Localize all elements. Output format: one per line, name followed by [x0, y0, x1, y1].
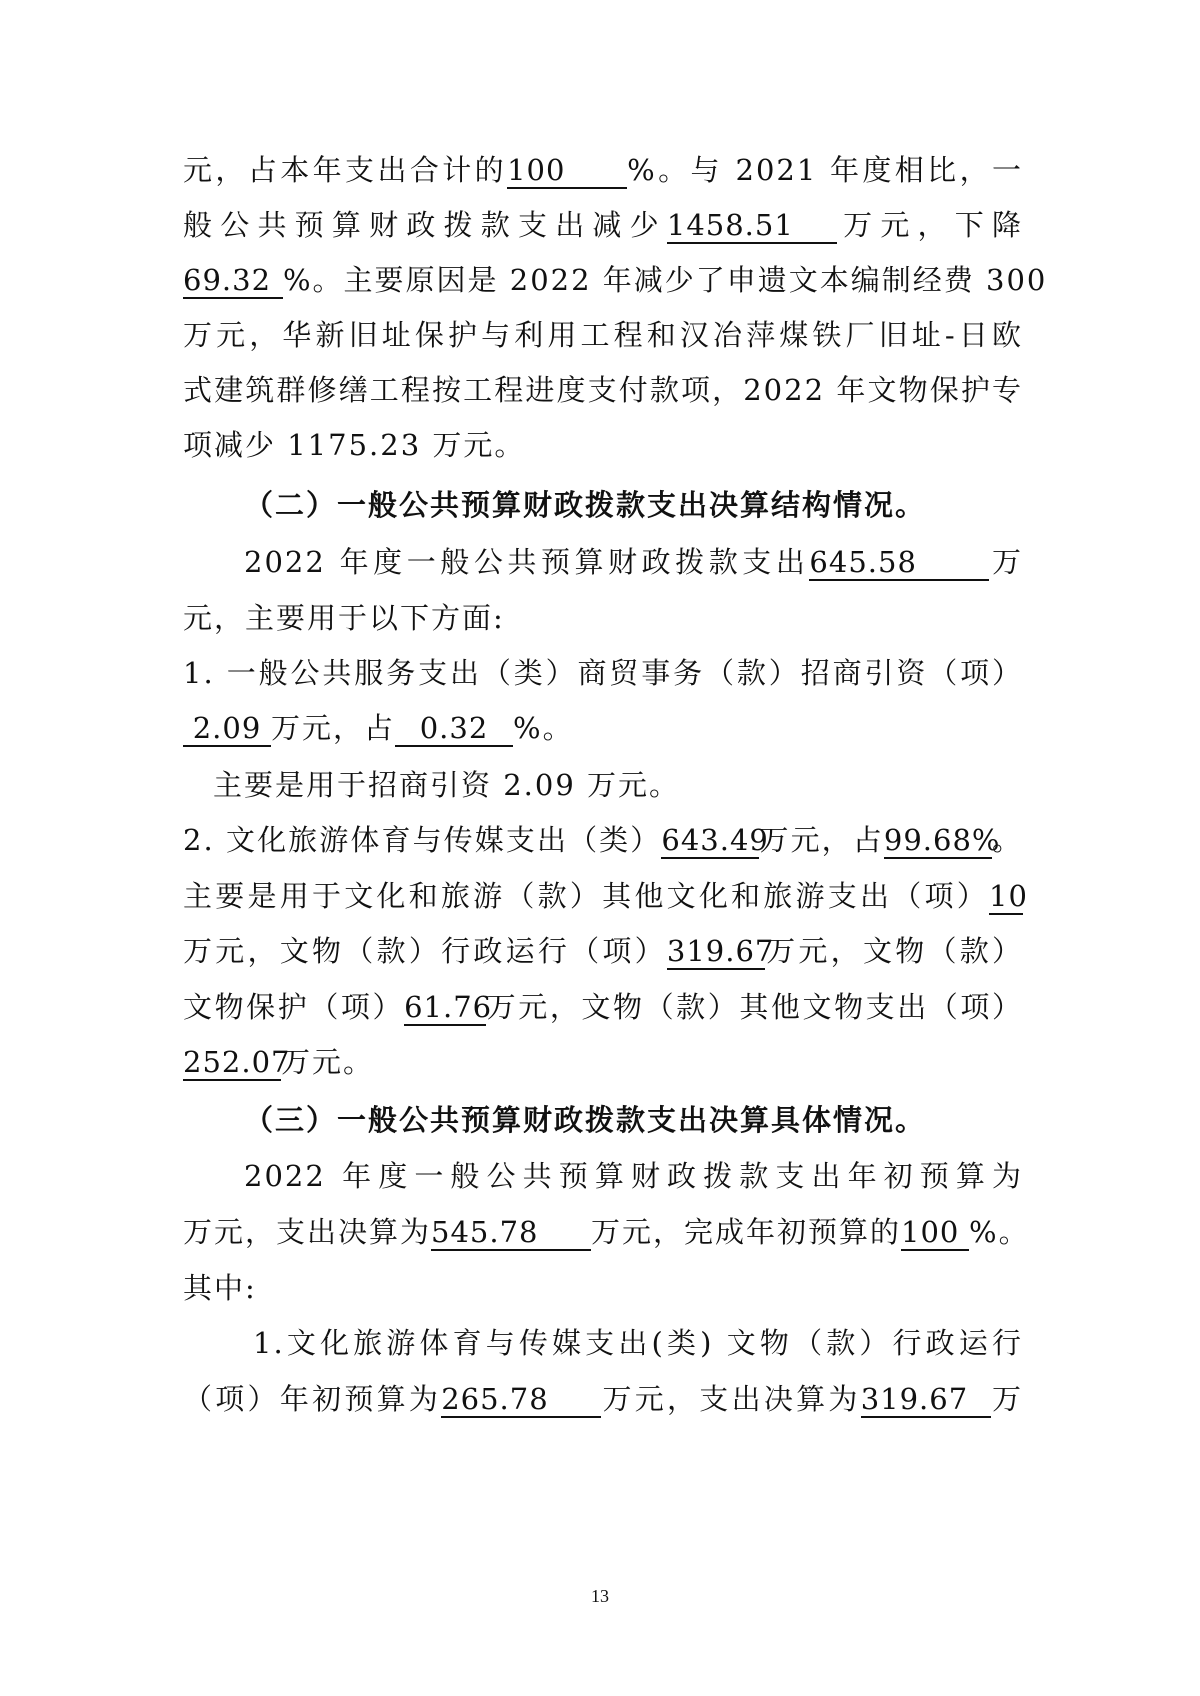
text-span: 万元。 — [281, 1045, 375, 1079]
underlined-value: 61.76 — [404, 990, 493, 1024]
text-span: 万元，下降 — [836, 208, 1023, 242]
text-span: 般公共预算财政拨款支出减少 — [183, 208, 667, 242]
underlined-value: 2.09 — [183, 711, 271, 747]
underlined-value: 643.49 — [661, 823, 769, 857]
paragraph-line — [183, 987, 1023, 1027]
text-span: 主要是用于文化和旅游（款）其他文化和旅游支出（项） — [183, 879, 989, 913]
paragraph-line — [183, 260, 1048, 300]
paragraph-line — [183, 1268, 1023, 1308]
text-span: 2022 年度一般公共预算财政拨款支出年初预算为 — [244, 1159, 1023, 1193]
paragraph-line — [183, 425, 1023, 465]
text-span: 万元，华新旧址保护与利用工程和汉冶萍煤铁厂旧址-日欧 — [183, 318, 1023, 352]
underlined-value: 100 — [507, 153, 627, 189]
text-span: %。 — [969, 1215, 1030, 1249]
paragraph-line — [183, 315, 1023, 355]
underlined-value: 99.68% — [883, 823, 1001, 857]
text-span: 万 — [990, 1382, 1023, 1416]
underlined-value: 545.78 — [431, 1215, 591, 1251]
underlined-value: 319.67 — [861, 1382, 991, 1418]
underlined-value: 319.67 — [666, 934, 775, 968]
paragraph-line — [183, 150, 1023, 190]
section-heading — [244, 1100, 1023, 1140]
text-span: %。主要原因是 2022 年减少了申遗文本编制经费 300 — [283, 263, 1048, 297]
paragraph-line — [183, 370, 1023, 410]
paragraph-line — [183, 1042, 1023, 1082]
paragraph-line — [213, 765, 1023, 805]
text-span: 1.文化旅游体育与传媒支出(类) 文物（款）行政运行 — [253, 1326, 1023, 1360]
paragraph-line — [244, 1156, 1023, 1196]
text-span: 元，占本年支出合计的 — [183, 153, 508, 187]
text-span: 。 — [991, 823, 1023, 857]
underlined-value: 645.58 — [809, 545, 989, 581]
text-span: 1. 一般公共服务支出（类）商贸事务（款）招商引资（项） — [183, 656, 1023, 690]
text-span: 万元，支出决算为 — [601, 1382, 861, 1416]
paragraph-line — [183, 820, 1023, 860]
text-span: 万元，文物（款）行政运行（项） — [183, 934, 667, 968]
text-span: 万元，占 — [759, 823, 884, 857]
paragraph-line — [183, 876, 1028, 916]
underlined-value: 252.07 — [183, 1045, 291, 1079]
paragraph-line — [183, 1212, 1030, 1252]
text-span: 式建筑群修缮工程按工程进度支付款项，2022 年文物保护专 — [183, 373, 1023, 407]
text-span: （二）一般公共预算财政拨款支出决算结构情况。 — [244, 488, 927, 522]
text-span: 万元，占 — [271, 711, 396, 745]
section-heading — [244, 485, 1023, 525]
paragraph-line — [183, 708, 1023, 748]
paragraph-line — [183, 205, 1023, 245]
paragraph-line — [183, 931, 1023, 971]
text-span: 其中: — [183, 1271, 257, 1305]
underlined-value: 0.32 — [395, 711, 513, 747]
text-span: 万 — [989, 545, 1023, 579]
paragraph-line — [183, 1379, 1023, 1419]
text-span: 项减少 1175.23 万元。 — [183, 428, 526, 462]
text-span: （项）年初预算为 — [183, 1382, 442, 1416]
text-span: 万元，文物（款）其他文物支出（项） — [486, 990, 1023, 1024]
page-number: 13 — [591, 1586, 609, 1606]
underlined-value: 1458.51 — [667, 208, 837, 244]
text-span: 文物保护（项） — [183, 990, 405, 1024]
underlined-value: 265.78 — [441, 1382, 601, 1418]
paragraph-line — [183, 653, 1023, 693]
text-span: （三）一般公共预算财政拨款支出决算具体情况。 — [244, 1103, 927, 1137]
text-span: %。与 2021 年度相比，一 — [627, 153, 1023, 187]
underlined-value: 100 — [901, 1215, 969, 1251]
text-span: 2. 文化旅游体育与传媒支出（类） — [183, 823, 662, 857]
paragraph-line — [253, 1323, 1023, 1363]
text-span: 万元，文物（款） — [764, 934, 1023, 968]
text-span: 主要是用于招商引资 2.09 万元。 — [213, 768, 681, 802]
text-span: 2022 年度一般公共预算财政拨款支出 — [244, 545, 810, 579]
text-span: 万元，支出决算为 — [183, 1215, 432, 1249]
text-span: 元，主要用于以下方面: — [183, 601, 505, 635]
underlined-value: 10 — [989, 879, 1028, 913]
underlined-value: 69.32 — [183, 263, 283, 299]
paragraph-line — [244, 542, 1023, 582]
paragraph-line — [183, 598, 1023, 638]
text-span: 万元，完成年初预算的 — [591, 1215, 902, 1249]
text-span: %。 — [513, 711, 574, 745]
